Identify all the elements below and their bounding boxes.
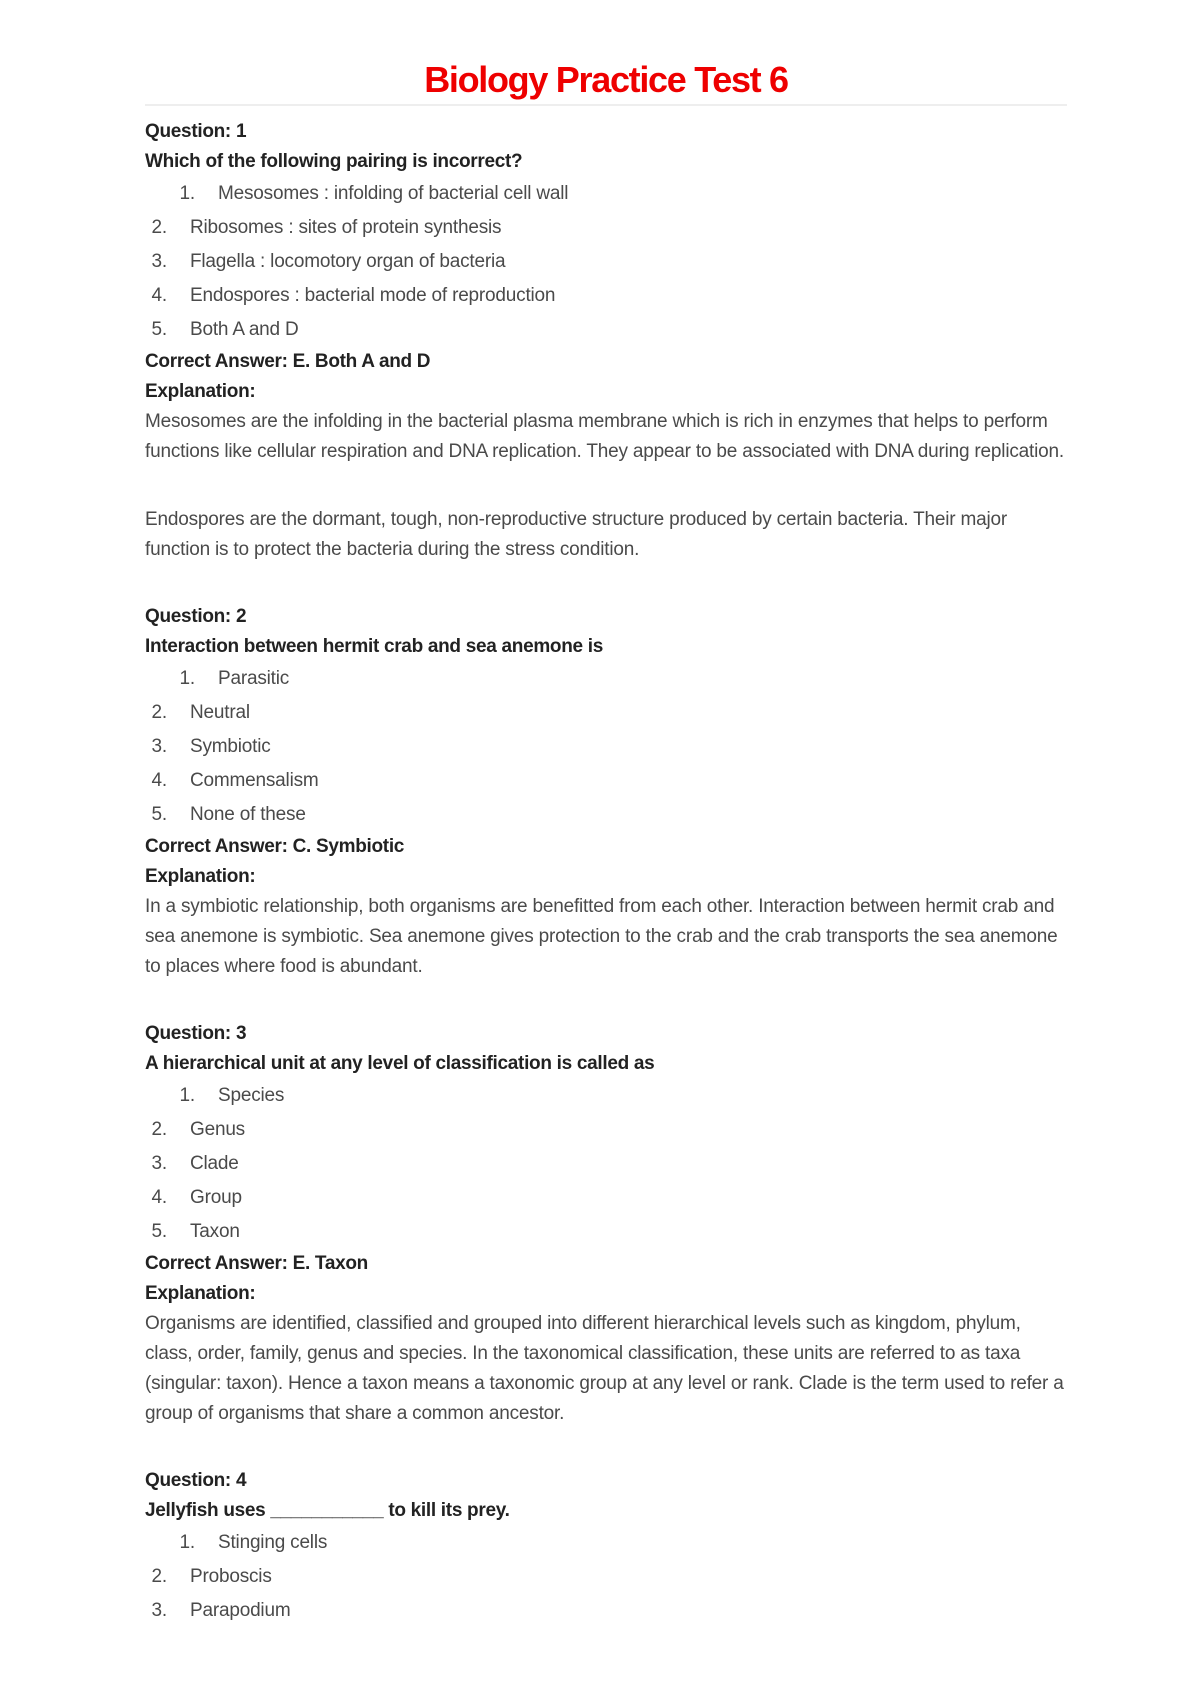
option-text: Endospores : bacterial mode of reproduction xyxy=(190,285,556,306)
question-block xyxy=(145,1019,1070,1429)
option-item xyxy=(145,1147,1070,1181)
option-item xyxy=(145,211,1070,245)
option-text: Ribosomes : sites of protein synthesis xyxy=(190,217,502,238)
option-number: 2. xyxy=(151,1119,167,1140)
question-spacer xyxy=(145,982,1070,1019)
option-number: 4. xyxy=(151,770,167,791)
option-number: 1. xyxy=(179,668,195,689)
option-list xyxy=(145,662,1070,832)
option-text: Species xyxy=(218,1085,285,1106)
option-number: 2. xyxy=(151,702,167,723)
explanation-paragraph: In a symbiotic relationship, both organisms are benefitted from each other. Interaction between hermit crab and sea anemone is symbiotic. Sea anemone gives protection to the crab and the crab transports the sea anemone to places where food is abundant. xyxy=(145,896,1058,977)
question-text: A hierarchical unit at any level of classification is called as xyxy=(145,1053,655,1074)
option-text: Group xyxy=(190,1187,242,1208)
option-text: None of these xyxy=(190,804,306,825)
question-text: Jellyfish uses ___________ to kill its prey. xyxy=(145,1500,510,1521)
question-list xyxy=(145,117,1070,1628)
question-number: Question: 3 xyxy=(145,1023,247,1044)
correct-answer: Correct Answer: C. Symbiotic xyxy=(145,836,405,857)
option-text: Stinging cells xyxy=(218,1532,328,1553)
option-number: 4. xyxy=(151,285,167,306)
option-item xyxy=(145,177,1070,211)
option-number: 2. xyxy=(151,217,167,238)
question-block xyxy=(145,602,1070,982)
option-list xyxy=(145,1079,1070,1249)
page-title: Biology Practice Test 6 xyxy=(424,59,788,100)
question-number: Question: 4 xyxy=(145,1470,247,1491)
option-item xyxy=(145,696,1070,730)
option-list xyxy=(145,177,1070,347)
option-number: 1. xyxy=(179,183,195,204)
option-item xyxy=(145,313,1070,347)
option-number: 2. xyxy=(151,1566,167,1587)
correct-answer: Correct Answer: E. Taxon xyxy=(145,1253,368,1274)
question-number: Question: 2 xyxy=(145,606,247,627)
option-text: Parapodium xyxy=(190,1600,291,1621)
question-number: Question: 1 xyxy=(145,121,247,142)
option-number: 1. xyxy=(179,1532,195,1553)
option-number: 5. xyxy=(151,804,167,825)
question-block xyxy=(145,117,1070,565)
option-number: 4. xyxy=(151,1187,167,1208)
option-number: 3. xyxy=(151,1153,167,1174)
option-item xyxy=(145,662,1070,696)
option-item xyxy=(145,1079,1070,1113)
option-text: Genus xyxy=(190,1119,245,1140)
correct-answer: Correct Answer: E. Both A and D xyxy=(145,351,431,372)
option-number: 1. xyxy=(179,1085,195,1106)
option-number: 3. xyxy=(151,1600,167,1621)
question-spacer xyxy=(145,565,1070,602)
option-item xyxy=(145,1181,1070,1215)
option-number: 3. xyxy=(151,251,167,272)
paragraph-spacer xyxy=(145,467,1070,505)
question-block xyxy=(145,1466,1070,1628)
option-text: Both A and D xyxy=(190,319,299,340)
option-text: Flagella : locomotory organ of bacteria xyxy=(190,251,506,272)
option-item xyxy=(145,764,1070,798)
option-list xyxy=(145,1526,1070,1628)
option-item xyxy=(145,730,1070,764)
option-item xyxy=(145,1526,1070,1560)
option-text: Clade xyxy=(190,1153,239,1174)
option-text: Mesosomes : infolding of bacterial cell wall xyxy=(218,183,569,204)
option-text: Neutral xyxy=(190,702,250,723)
option-item xyxy=(145,1594,1070,1628)
question-text: Interaction between hermit crab and sea anemone is xyxy=(145,636,604,657)
option-item xyxy=(145,1215,1070,1249)
option-text: Proboscis xyxy=(190,1566,272,1587)
explanation-label: Explanation: xyxy=(145,381,256,402)
option-text: Symbiotic xyxy=(190,736,271,757)
option-number: 3. xyxy=(151,736,167,757)
option-text: Parasitic xyxy=(218,668,290,689)
option-item xyxy=(145,1113,1070,1147)
question-text: Which of the following pairing is incorrect? xyxy=(145,151,523,172)
title-divider xyxy=(145,104,1067,106)
question-spacer xyxy=(145,1429,1070,1466)
explanation-paragraph: Endospores are the dormant, tough, non-reproductive structure produced by certain bacteria. Their major function is to protect the bacteria during the stress condition. xyxy=(145,509,1007,560)
option-number: 5. xyxy=(151,1221,167,1242)
option-item xyxy=(145,798,1070,832)
option-item xyxy=(145,245,1070,279)
explanation-paragraph: Mesosomes are the infolding in the bacterial plasma membrane which is rich in enzymes that helps to perform functions like cellular respiration and DNA replication. They appear to be associated with DNA during replication. xyxy=(145,411,1064,462)
option-text: Taxon xyxy=(190,1221,240,1242)
option-item xyxy=(145,279,1070,313)
explanation-paragraph: Organisms are identified, classified and grouped into different hierarchical levels such as kingdom, phylum, class, order, family, genus and species. In the taxonomical classification, these units are referred to as taxa (singular: taxon). Hence a taxon means a taxonomic group at any level or rank. Clade is the term used to refer a group of organisms that share a common ancestor. xyxy=(145,1313,1064,1424)
option-text: Commensalism xyxy=(190,770,319,791)
explanation-label: Explanation: xyxy=(145,1283,256,1304)
option-number: 5. xyxy=(151,319,167,340)
option-item xyxy=(145,1560,1070,1594)
explanation-label: Explanation: xyxy=(145,866,256,887)
